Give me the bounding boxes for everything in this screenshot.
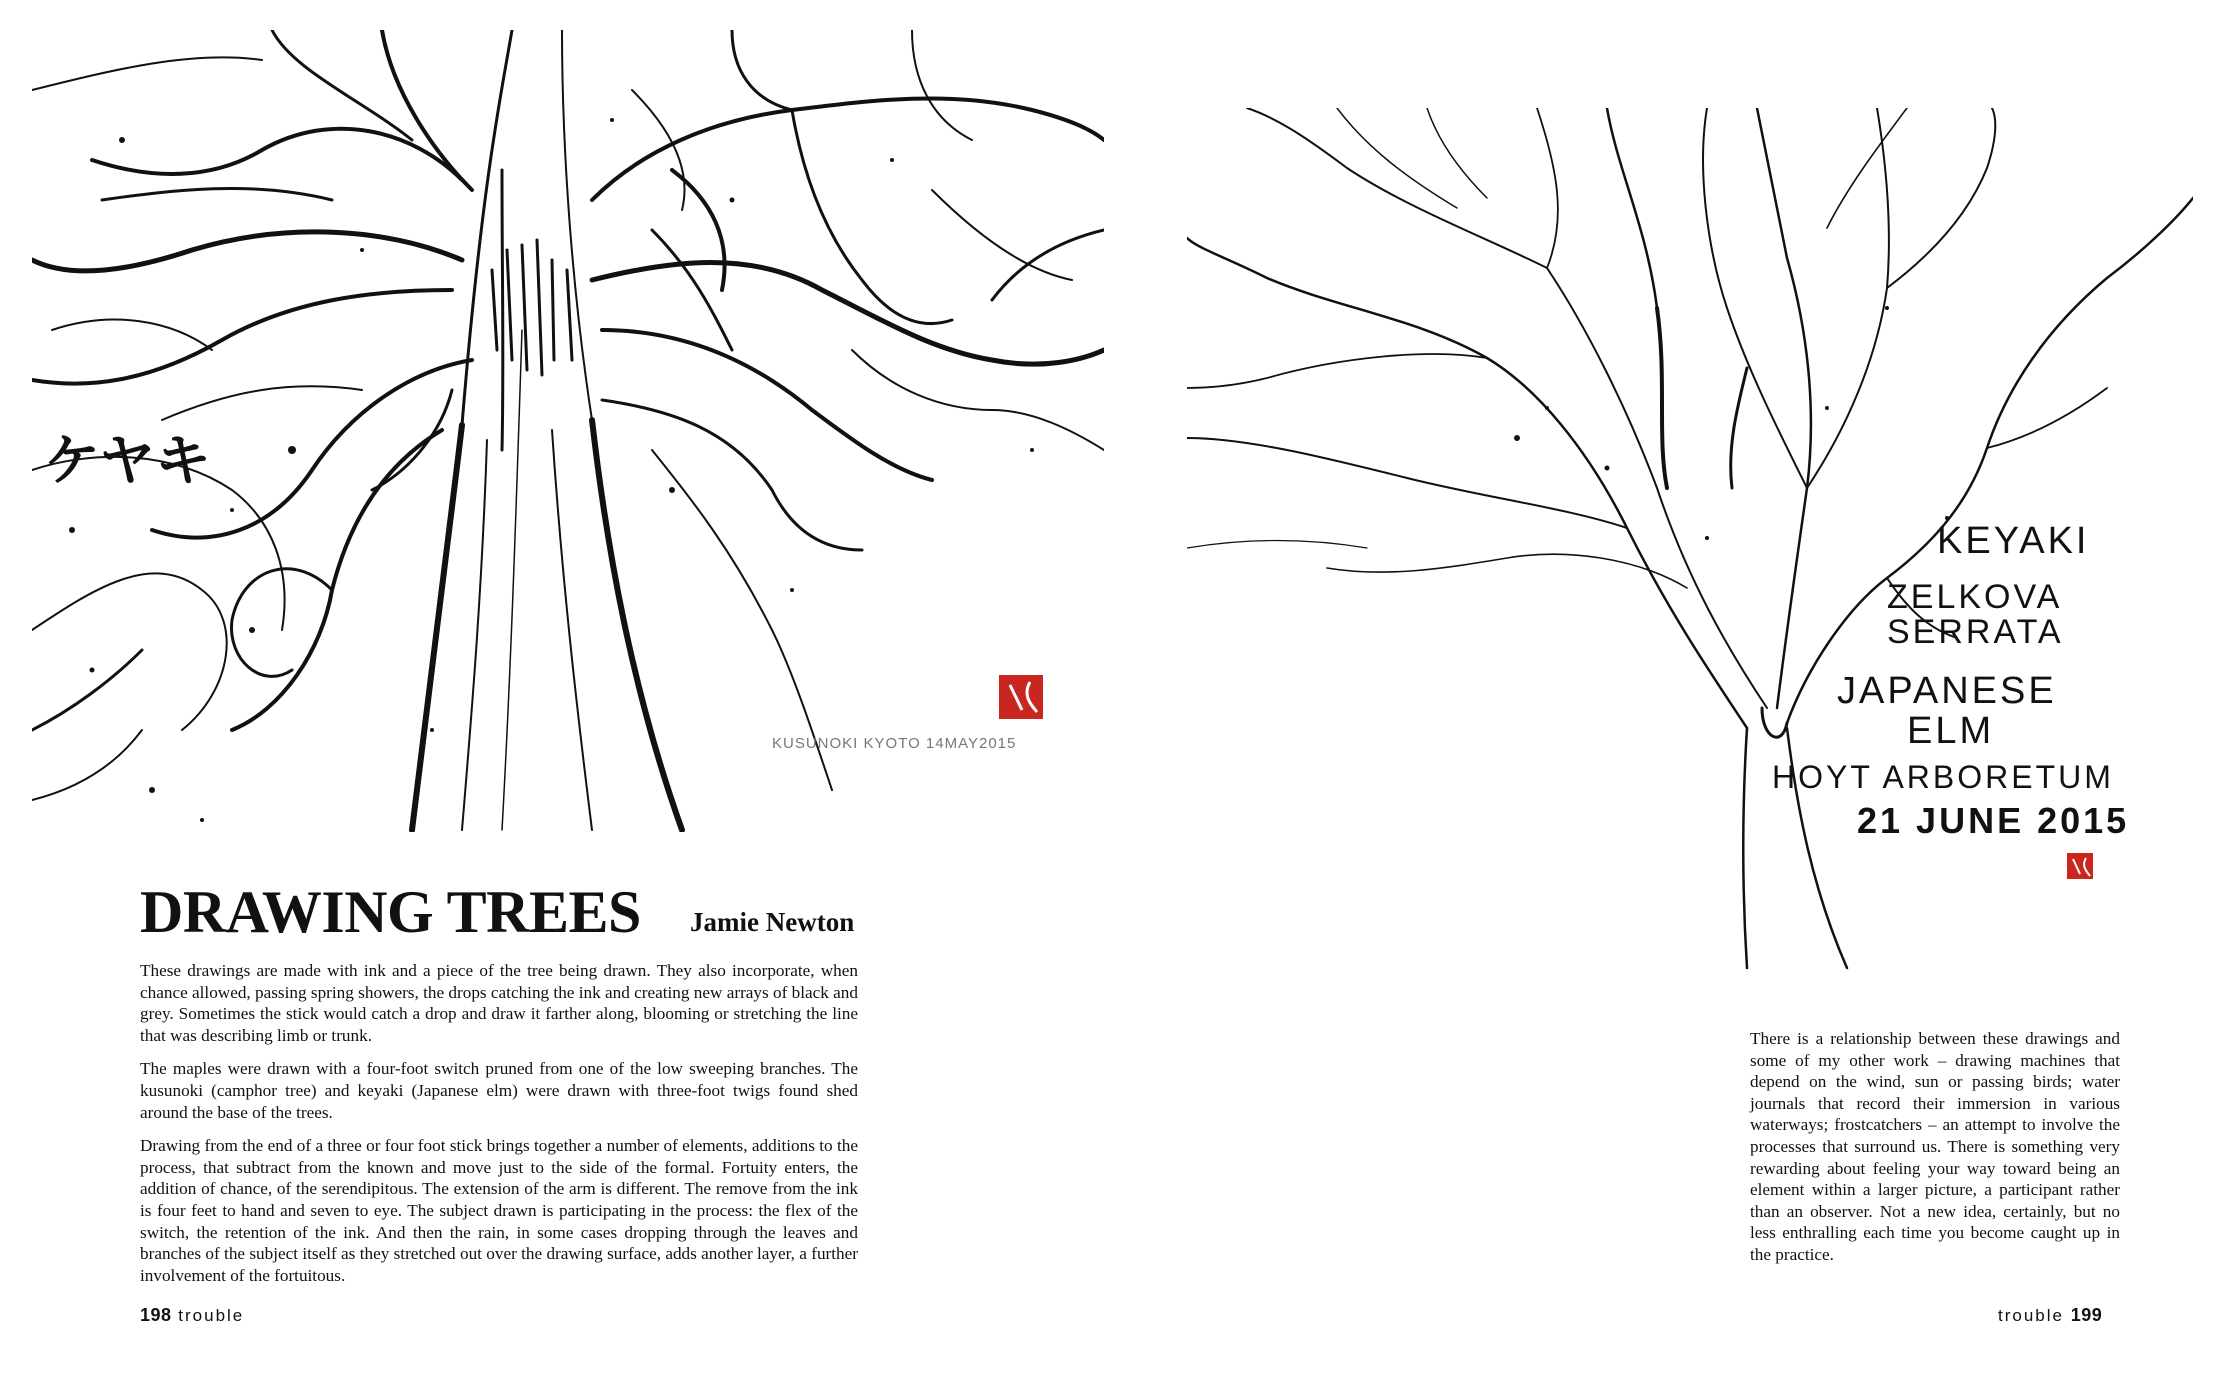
ink-splatter-dots: [69, 118, 1034, 822]
paragraph: The maples were drawn with a four-foot switch pruned from one of the low sweeping branches. The kusunoki (camphor tree) and keyaki (Japanese elm) were drawn with three-foot twigs found shed around the base of the trees.: [140, 1059, 858, 1122]
label-hoyt-arboretum: HOYT ARBORETUM: [1772, 759, 2114, 795]
article-author: Jamie Newton: [690, 907, 855, 937]
keyaki-labels: [1772, 520, 2129, 841]
ink-splatter-dots: [1514, 306, 1949, 540]
label-serrata: SERRATA: [1887, 613, 2064, 651]
paragraph: These drawings are made with ink and a piece of the tree being drawn. They also incorporate, when chance allowed, passing spring showers, the drops catching the ink and creating new arrays of black and grey. Sometimes the stick would catch a drop and draw it farther along, blooming or stretching the line that was describing limb or trunk.: [140, 961, 858, 1045]
label-japanese: JAPANESE: [1837, 670, 2057, 712]
magazine-name: trouble: [178, 1306, 245, 1325]
drawing-side-text: ケヤキ: [44, 429, 211, 492]
right-text-column: [1750, 1028, 2120, 1278]
keyaki-ink-drawing: [1187, 108, 2193, 978]
magazine-name: trouble: [1998, 1306, 2064, 1325]
paragraph: Drawing from the end of a three or four foot stick brings together a number of elements, additions to the process, that subtract from the known and move just to the side of the formal. Fortuity enters, the addition of chance, of the serendipitous. The extension of the arm is different. The remove from the ink is four feet to hand and seven to eye. The subject drawn is participating in the process: the flex of the switch, the retention of the ink. And then the rain, in some cases dropping through the leaves and branches of the subject itself as they stretched out over the drawing surface, adds another layer, a further involvement of the fortuitous.: [140, 1136, 858, 1285]
drawing-caption: KUSUNOKI KYOTO 14MAY2015: [772, 735, 1017, 752]
page-number: 199: [2070, 1305, 2103, 1325]
kusunoki-ink-drawing: [32, 30, 1104, 832]
page-number: 198: [140, 1305, 172, 1325]
left-page-footer: [140, 1305, 244, 1326]
label-date: 21 JUNE 2015: [1857, 800, 2130, 841]
paragraph: There is a relationship between these drawings and some of my other work – drawing machines that depend on the wind, sun or passing birds; water journals that record their immersion in various waterways; frostcatchers – an attempt to involve the processes that surround us. There is something very rewarding about feeling your way toward being an element within a larger picture, a participant rather than an observer. Not a new idea, certainly, but no less enthralling each time you become caught up in the practice.: [1750, 1029, 2120, 1264]
article-title: DRAWING TREES: [140, 879, 641, 945]
left-text-column: [140, 960, 858, 1298]
right-page-footer: [1998, 1305, 2102, 1326]
label-elm: ELM: [1907, 710, 1995, 752]
label-zelkova: ZELKOVA: [1887, 578, 2063, 616]
label-keyaki: KEYAKI: [1937, 520, 2090, 562]
